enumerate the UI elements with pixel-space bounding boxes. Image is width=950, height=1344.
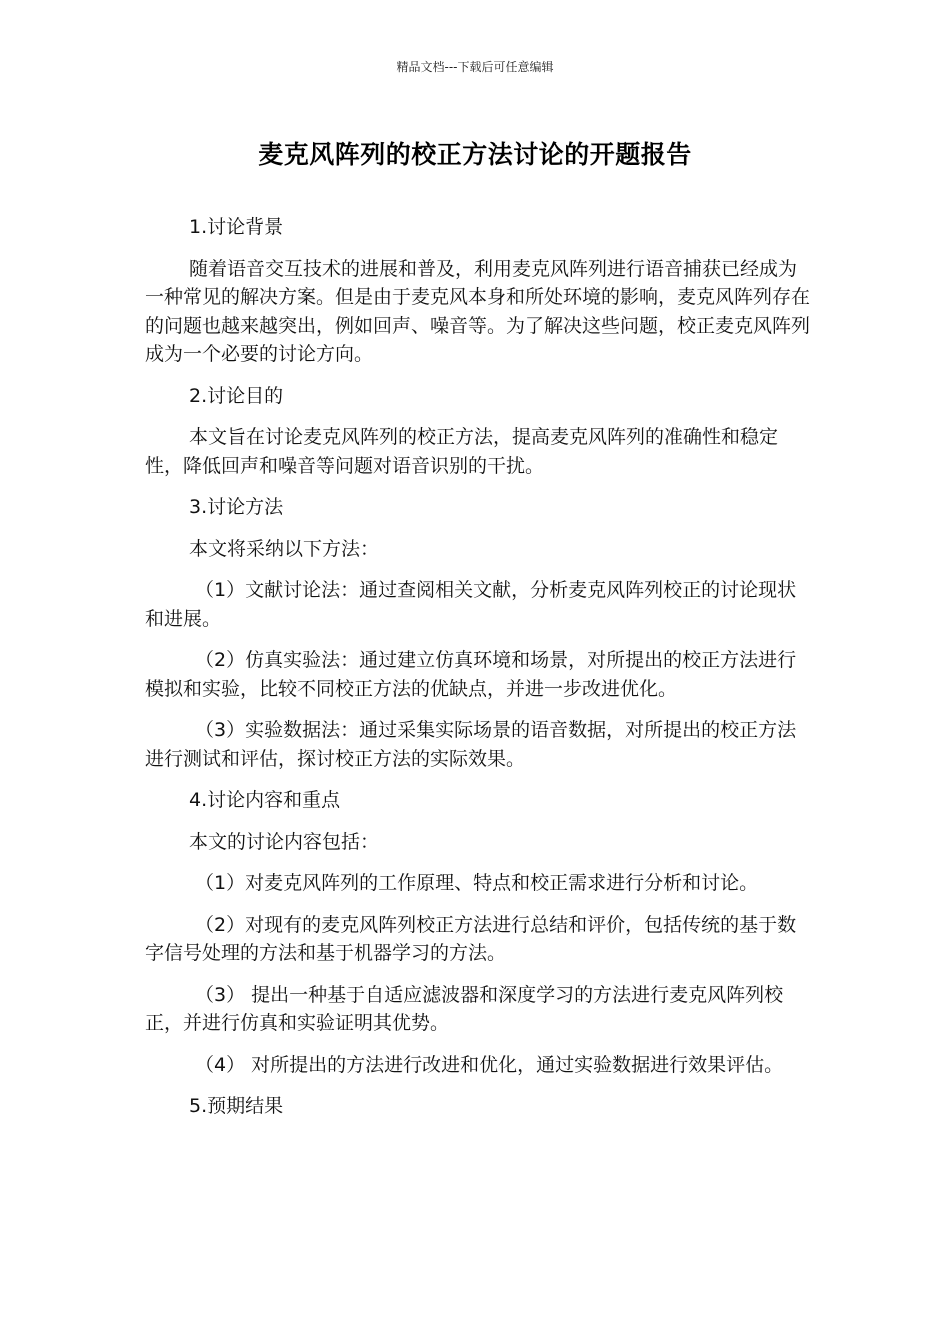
list-item-content: （1）对麦克风阵列的工作原理、特点和校正需求进行分析和讨论。 <box>195 872 759 894</box>
paragraph-purpose: 本文旨在讨论麦克风阵列的校正方法，提高麦克风阵列的准确性和稳定性，降低回声和噪音等问题对语音识别的干扰。 <box>145 426 779 477</box>
section-heading-purpose: 2.讨论目的 <box>189 384 284 407</box>
list-item-content: （3） 提出一种基于自适应滤波器和深度学习的方法进行麦克风阵列校正，并进行仿真和实验证明其优势。 <box>145 983 784 1034</box>
paragraph-method-intro: 本文将采纳以下方法： <box>189 537 380 560</box>
section-heading-method: 3.讨论方法 <box>189 496 284 518</box>
list-item-method: （3）实验数据法：通过采集实际场景的语音数据，对所提出的校正方法进行测试和评估，探讨校正方法的实际效果。 <box>145 719 797 770</box>
paragraph-background: 随着语音交互技术的进展和普及，利用麦克风阵列进行语音捕获已经成为一种常见的解决方案。但是由于麦克风本身和所处环境的影响，麦克风阵列存在的问题也越来越突出，例如回声、噪音等。为了解决这些问题，校正麦克风阵列成为一个必要的讨论方向。 <box>145 257 811 365</box>
document-title: 麦克风阵列的校正方法讨论的开题报告 <box>258 140 692 169</box>
list-item-content: （2）对现有的麦克风阵列校正方法进行总结和评价，包括传统的基于数字信号处理的方法和基于机器学习的方法。 <box>145 913 797 964</box>
list-item-method: （1）文献讨论法：通过查阅相关文献，分析麦克风阵列校正的讨论现状和进展。 <box>145 579 797 630</box>
document-body <box>145 213 810 1134</box>
section-heading-expected: 5.预期结果 <box>189 1095 284 1117</box>
section-heading-content: 4.讨论内容和重点 <box>189 789 341 811</box>
list-item-method: （2）仿真实验法：通过建立仿真环境和场景，对所提出的校正方法进行模拟和实验，比较不同校正方法的优缺点，并进一步改进优化。 <box>145 649 797 700</box>
header-note: 精品文档---下载后可任意编辑 <box>396 60 554 74</box>
list-item-content: （4） 对所提出的方法进行改进和优化，通过实验数据进行效果评估。 <box>195 1053 784 1076</box>
paragraph-content-intro: 本文的讨论内容包括： <box>189 830 380 853</box>
section-heading-background: 1.讨论背景 <box>189 216 284 238</box>
